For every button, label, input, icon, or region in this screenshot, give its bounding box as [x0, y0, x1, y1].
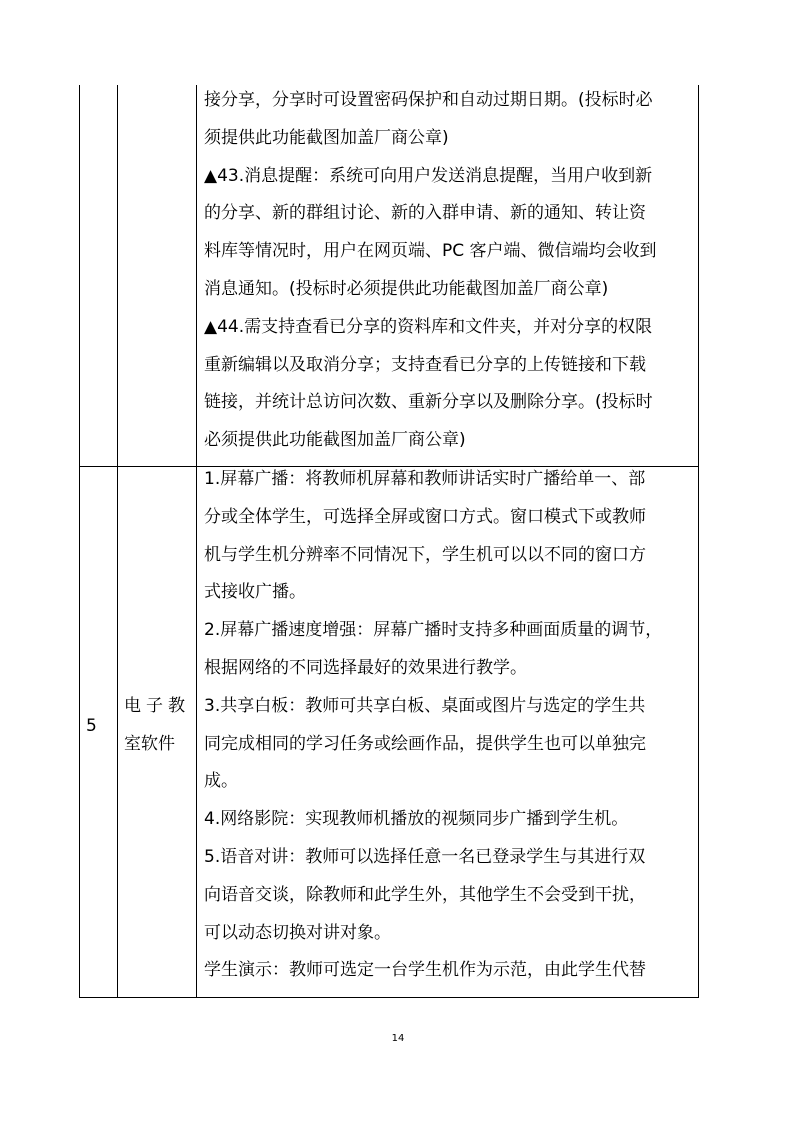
item-name — [124, 688, 192, 764]
text-line: 的分享、新的群组讨论、新的入群申请、新的通知、转让资 — [204, 203, 646, 224]
text-line: 可以动态切换对讲对象。 — [204, 922, 391, 943]
text-line: ▲44.需支持查看已分享的资料库和文件夹，并对分享的权限 — [204, 316, 653, 337]
text-line: 机与学生机分辨率不同情况下，学生机可以以不同的窗口方 — [204, 544, 646, 565]
text-line: 5.语音对讲：教师可以选择任意一名已登录学生与其进行双 — [204, 846, 646, 867]
text-line: 必须提供此功能截图加盖厂商公章) — [204, 430, 466, 451]
column-divider — [117, 85, 118, 998]
table-border-left — [79, 85, 80, 998]
text-line: 接分享，分享时可设置密码保护和自动过期日期。(投标时必 — [204, 90, 653, 110]
text-line: 重新编辑以及取消分享；支持查看已分享的上传链接和下载 — [204, 354, 646, 375]
text-line: 根据网络的不同选择最好的效果进行教学。 — [204, 657, 527, 678]
row-number: 5 — [86, 716, 97, 736]
text-line: 1.屏幕广播：将教师机屏幕和教师讲话实时广播给单一、部 — [204, 469, 646, 489]
column-divider — [196, 85, 197, 998]
text-line: 料库等情况时，用户在网页端、PC 客户端、微信端均会收到 — [204, 241, 657, 262]
text-line: 4.网络影院：实现教师机播放的视频同步广播到学生机。 — [204, 809, 629, 830]
text-line: 同完成相同的学习任务或绘画作品，提供学生也可以单独完 — [204, 733, 646, 754]
text-line: 分或全体学生，可选择全屏或窗口方式。窗口模式下或教师 — [204, 506, 646, 527]
table-border-right — [698, 85, 699, 998]
text-line: ▲43.消息提醒：系统可向用户发送消息提醒，当用户收到新 — [204, 165, 653, 186]
table-border-bottom — [79, 997, 699, 998]
text-line: 2.屏幕广播速度增强：屏幕广播时支持多种画面质量的调节， — [204, 620, 663, 641]
text-line: 3.共享白板：教师可共享白板、桌面或图片与选定的学生共 — [204, 695, 646, 716]
continued-requirements-cell — [204, 82, 698, 460]
requirements-cell — [204, 461, 698, 990]
text-line: 链接，并统计总访问次数、重新分享以及删除分享。(投标时 — [204, 392, 653, 413]
page-number: 14 — [391, 1033, 405, 1044]
text-line: 学生演示：教师可选定一台学生机作为示范，由此学生代替 — [204, 960, 646, 981]
item-name-line: 电子教 — [124, 696, 190, 716]
text-line: 须提供此功能截图加盖厂商公章) — [204, 127, 449, 148]
text-line: 成。 — [204, 771, 238, 792]
text-line: 式接收广播。 — [204, 582, 306, 603]
text-line: 消息通知。(投标时必须提供此功能截图加盖厂商公章) — [204, 278, 609, 299]
text-line: 向语音交谈，除教师和此学生外，其他学生不会受到干扰， — [204, 884, 646, 905]
item-name-line: 室软件 — [124, 733, 175, 754]
